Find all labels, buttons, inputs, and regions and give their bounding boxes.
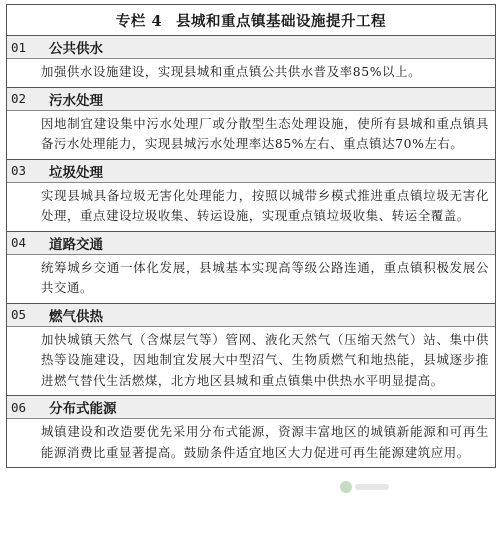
section-title: 分布式能源 <box>49 401 117 417</box>
section-04 <box>7 232 495 304</box>
section-title: 公共供水 <box>49 41 103 57</box>
section-02 <box>7 88 495 160</box>
section-title: 燃气供热 <box>49 308 103 325</box>
section-body: 加快城镇天然气（含煤层气等）管网、液化天然气（压缩天然气）站、集中供热等设施建设，因地制宜发展大中型沼气、生物质燃气和地热能，县城逐步推进燃气替代生活燃煤，北方地区县城和重点镇集中供热水平明显提高。 <box>41 331 489 388</box>
section-header <box>7 396 495 419</box>
section-header <box>7 88 495 111</box>
section-number: 05 <box>11 307 27 322</box>
section-01 <box>7 36 495 88</box>
section-body: 加强供水设施建设，实现县城和重点镇公共供水普及率85%以上。 <box>41 64 422 79</box>
section-header <box>7 304 495 327</box>
column-label: 专栏 4 <box>115 12 163 30</box>
watermark-leaf-icon <box>340 481 352 493</box>
section-title: 垃圾处理 <box>49 164 103 181</box>
watermark-text-mark <box>355 484 389 490</box>
section-03 <box>7 160 495 232</box>
section-number: 02 <box>11 91 27 106</box>
infobox-panel <box>6 4 496 468</box>
watermark-logo <box>340 478 394 496</box>
section-title: 道路交通 <box>49 236 103 253</box>
infobox-title <box>7 5 495 36</box>
section-number: 04 <box>11 235 27 250</box>
section-number: 06 <box>11 399 27 415</box>
section-body: 城镇建设和改造要优先采用分布式能源，资源丰富地区的城镇新能源和可再生能源消费比重显著提高。鼓励条件适宜地区大力促进可再生能源建筑应用。 <box>41 424 489 460</box>
section-header <box>7 232 495 255</box>
section-number: 01 <box>11 39 27 55</box>
section-title: 污水处理 <box>49 92 103 109</box>
section-number: 03 <box>11 163 27 178</box>
section-header <box>7 36 495 59</box>
section-body: 实现县城具备垃圾无害化处理能力，按照以城带乡模式推进重点镇垃圾无害化处理，重点建设垃圾收集、转运设施，实现重点镇垃圾收集、转运全覆盖。 <box>41 187 489 223</box>
section-body: 统筹城乡交通一体化发展，县城基本实现高等级公路连通，重点镇积极发展公共交通。 <box>41 259 489 295</box>
section-body: 因地制宜建设集中污水处理厂或分散型生态处理设施，使所有县城和重点镇具备污水处理能力，实现县城污水处理率达85%左右、重点镇达70%左右。 <box>41 115 489 151</box>
section-06 <box>7 396 495 467</box>
page-title: 县城和重点镇基础设施提升工程 <box>176 12 387 30</box>
section-05 <box>7 304 495 397</box>
section-header <box>7 160 495 183</box>
